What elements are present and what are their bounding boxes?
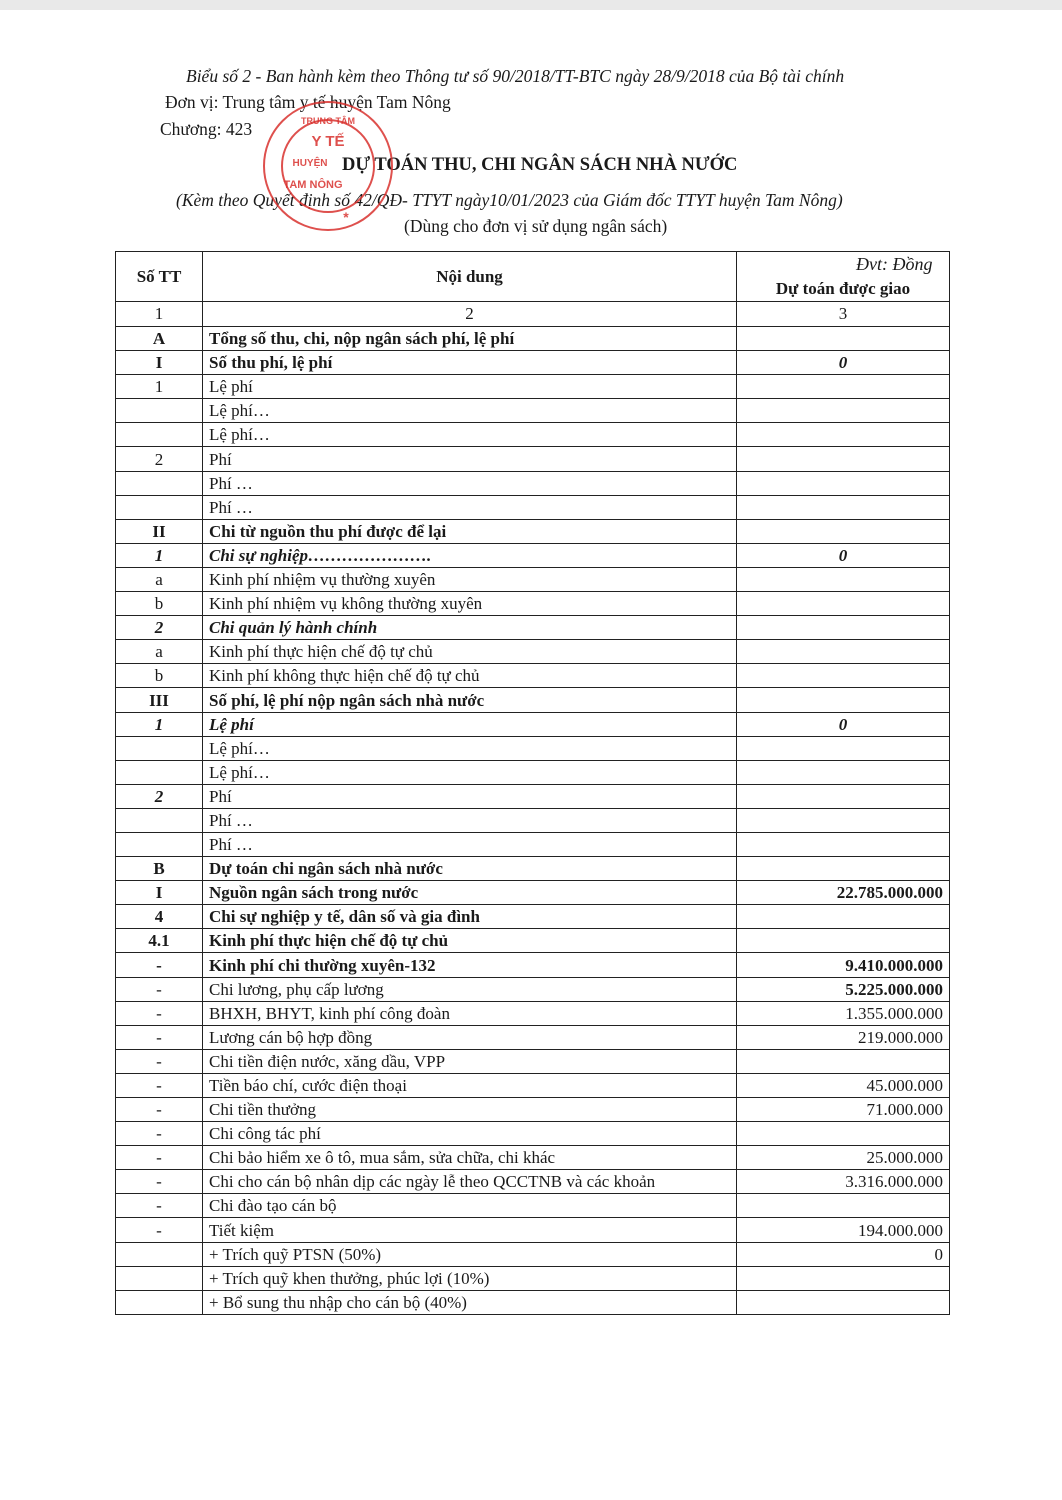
row-number-cell xyxy=(116,736,203,760)
row-amount-cell xyxy=(737,1266,950,1290)
table-row xyxy=(116,1266,950,1290)
row-amount-cell xyxy=(737,1049,950,1073)
col-number-3: 3 xyxy=(737,302,950,327)
row-amount-cell xyxy=(737,640,950,664)
table-row xyxy=(116,495,950,519)
row-number-cell: - xyxy=(116,1073,203,1097)
row-content-cell: Chi tiền điện nước, xăng dầu, VPP xyxy=(203,1049,737,1073)
row-amount-cell xyxy=(737,664,950,688)
col-number-2: 2 xyxy=(203,302,737,327)
row-content-cell: Chi tiền thưởng xyxy=(203,1098,737,1122)
row-amount-cell xyxy=(737,447,950,471)
table-column-number-row xyxy=(116,302,950,327)
row-number-cell: - xyxy=(116,977,203,1001)
row-number-cell xyxy=(116,1242,203,1266)
row-amount-cell: 5.225.000.000 xyxy=(737,977,950,1001)
row-content-cell: + Trích quỹ PTSN (50%) xyxy=(203,1242,737,1266)
row-number-cell: I xyxy=(116,881,203,905)
row-content-cell: Chi bảo hiểm xe ô tô, mua sắm, sửa chữa, chi khác xyxy=(203,1146,737,1170)
row-content-cell: Lương cán bộ hợp đồng xyxy=(203,1025,737,1049)
col-header-amount: Dự toán được giao xyxy=(737,252,950,302)
row-number-cell: b xyxy=(116,664,203,688)
table-row xyxy=(116,1122,950,1146)
row-amount-cell: 0 xyxy=(737,712,950,736)
row-content-cell: Số phí, lệ phí nộp ngân sách nhà nước xyxy=(203,688,737,712)
stamp-text-top: TRUNG TÂM xyxy=(301,116,355,126)
official-stamp xyxy=(258,96,398,236)
table-row xyxy=(116,567,950,591)
row-amount-cell xyxy=(737,471,950,495)
col-number-1: 1 xyxy=(116,302,203,327)
row-number-cell xyxy=(116,495,203,519)
row-amount-cell xyxy=(737,567,950,591)
table-row xyxy=(116,1098,950,1122)
table-row xyxy=(116,784,950,808)
row-number-cell: - xyxy=(116,1218,203,1242)
table-row xyxy=(116,977,950,1001)
row-amount-cell xyxy=(737,616,950,640)
row-number-cell: a xyxy=(116,640,203,664)
row-content-cell: Lệ phí xyxy=(203,375,737,399)
row-amount-cell xyxy=(737,808,950,832)
table-row xyxy=(116,1146,950,1170)
stamp-text-bottom: TAM NÔNG xyxy=(283,179,343,191)
row-amount-cell xyxy=(737,423,950,447)
table-body xyxy=(116,327,950,1315)
table-row xyxy=(116,1025,950,1049)
table-row xyxy=(116,712,950,736)
row-number-cell: - xyxy=(116,1122,203,1146)
table-row xyxy=(116,1001,950,1025)
table-row xyxy=(116,832,950,856)
table-row xyxy=(116,1242,950,1266)
stamp-text-mid: HUYỆN xyxy=(292,158,328,169)
table-row xyxy=(116,808,950,832)
row-content-cell: Chi từ nguồn thu phí được để lại xyxy=(203,519,737,543)
currency-unit: Đvt: Đồng xyxy=(856,254,933,274)
table-row xyxy=(116,688,950,712)
usage-note: (Dùng cho đơn vị sử dụng ngân sách) xyxy=(404,216,668,236)
table-row xyxy=(116,447,950,471)
row-amount-cell: 194.000.000 xyxy=(737,1218,950,1242)
row-content-cell: Kinh phí thực hiện chế độ tự chủ xyxy=(203,929,737,953)
table-row xyxy=(116,375,950,399)
table-row xyxy=(116,1290,950,1314)
row-amount-cell xyxy=(737,495,950,519)
budget-table xyxy=(115,251,950,1315)
stamp-text-center: Y TẾ xyxy=(311,133,345,150)
row-content-cell: Lệ phí… xyxy=(203,423,737,447)
row-content-cell: Lệ phí… xyxy=(203,399,737,423)
col-header-no: Số TT xyxy=(116,252,203,302)
table-row xyxy=(116,1049,950,1073)
table-row xyxy=(116,953,950,977)
row-amount-cell xyxy=(737,1122,950,1146)
row-content-cell: Phí xyxy=(203,784,737,808)
row-number-cell: A xyxy=(116,327,203,351)
row-number-cell: 1 xyxy=(116,375,203,399)
row-amount-cell xyxy=(737,519,950,543)
row-amount-cell: 0 xyxy=(737,351,950,375)
table-row xyxy=(116,471,950,495)
row-amount-cell: 22.785.000.000 xyxy=(737,881,950,905)
row-content-cell: Lệ phí xyxy=(203,712,737,736)
row-content-cell: Chi sự nghiệp y tế, dân số và gia đình xyxy=(203,905,737,929)
row-content-cell: Phí xyxy=(203,447,737,471)
table-row xyxy=(116,1194,950,1218)
row-content-cell: Phí … xyxy=(203,832,737,856)
row-amount-cell xyxy=(737,784,950,808)
row-amount-cell: 9.410.000.000 xyxy=(737,953,950,977)
row-amount-cell: 219.000.000 xyxy=(737,1025,950,1049)
chapter-line: Chương: 423 xyxy=(160,119,253,139)
table-row xyxy=(116,423,950,447)
row-amount-cell: 25.000.000 xyxy=(737,1146,950,1170)
row-amount-cell: 3.316.000.000 xyxy=(737,1170,950,1194)
row-content-cell: Kinh phí chi thường xuyên-132 xyxy=(203,953,737,977)
row-amount-cell: 71.000.000 xyxy=(737,1098,950,1122)
row-number-cell: - xyxy=(116,1001,203,1025)
row-content-cell: Chi sự nghiệp…………………. xyxy=(203,543,737,567)
row-number-cell: - xyxy=(116,1146,203,1170)
row-number-cell: 2 xyxy=(116,616,203,640)
table-row xyxy=(116,760,950,784)
row-number-cell: - xyxy=(116,1025,203,1049)
row-number-cell: 1 xyxy=(116,712,203,736)
row-number-cell: - xyxy=(116,953,203,977)
row-number-cell: - xyxy=(116,1170,203,1194)
row-number-cell: I xyxy=(116,351,203,375)
row-amount-cell xyxy=(737,929,950,953)
row-number-cell xyxy=(116,1290,203,1314)
row-number-cell xyxy=(116,423,203,447)
row-number-cell: B xyxy=(116,857,203,881)
stamp-star: * xyxy=(343,209,349,225)
row-amount-cell: 0 xyxy=(737,543,950,567)
row-content-cell: Chi cho cán bộ nhân dịp các ngày lễ theo QCCTNB và các khoản xyxy=(203,1170,737,1194)
row-content-cell: Kinh phí nhiệm vụ thường xuyên xyxy=(203,567,737,591)
row-number-cell xyxy=(116,471,203,495)
legal-basis-line: Biểu số 2 - Ban hành kèm theo Thông tư số 90/2018/TT-BTC ngày 28/9/2018 của Bộ tài chính xyxy=(186,66,845,86)
table-row xyxy=(116,1218,950,1242)
row-number-cell: b xyxy=(116,592,203,616)
row-amount-cell xyxy=(737,905,950,929)
unit-line: Đơn vị: Trung tâm y tế huyện Tam Nông xyxy=(165,92,451,112)
table-row xyxy=(116,616,950,640)
row-content-cell: + Bổ sung thu nhập cho cán bộ (40%) xyxy=(203,1290,737,1314)
row-number-cell xyxy=(116,832,203,856)
row-content-cell: BHXH, BHYT, kinh phí công đoàn xyxy=(203,1001,737,1025)
table-row xyxy=(116,592,950,616)
table-row xyxy=(116,640,950,664)
table-row xyxy=(116,881,950,905)
row-number-cell: a xyxy=(116,567,203,591)
row-content-cell: Tiết kiệm xyxy=(203,1218,737,1242)
table-row xyxy=(116,1170,950,1194)
row-amount-cell xyxy=(737,736,950,760)
row-number-cell: 1 xyxy=(116,543,203,567)
row-content-cell: Lệ phí… xyxy=(203,736,737,760)
row-number-cell: II xyxy=(116,519,203,543)
table-row xyxy=(116,929,950,953)
row-content-cell: Tiền báo chí, cước điện thoại xyxy=(203,1073,737,1097)
row-amount-cell xyxy=(737,760,950,784)
row-number-cell: 4.1 xyxy=(116,929,203,953)
table-row xyxy=(116,519,950,543)
row-content-cell: Số thu phí, lệ phí xyxy=(203,351,737,375)
row-content-cell: Chi đào tạo cán bộ xyxy=(203,1194,737,1218)
row-content-cell: Dự toán chi ngân sách nhà nước xyxy=(203,857,737,881)
table-row xyxy=(116,1073,950,1097)
row-number-cell xyxy=(116,760,203,784)
row-amount-cell: 0 xyxy=(737,1242,950,1266)
row-content-cell: + Trích quỹ khen thưởng, phúc lợi (10%) xyxy=(203,1266,737,1290)
row-number-cell: 2 xyxy=(116,447,203,471)
row-amount-cell xyxy=(737,1194,950,1218)
row-amount-cell: 45.000.000 xyxy=(737,1073,950,1097)
row-content-cell: Phí … xyxy=(203,471,737,495)
table-row xyxy=(116,905,950,929)
row-content-cell: Chi công tác phí xyxy=(203,1122,737,1146)
row-amount-cell xyxy=(737,592,950,616)
row-amount-cell xyxy=(737,1290,950,1314)
decision-reference: (Kèm theo Quyết định số 42/QĐ- TTYT ngày10/01/2023 của Giám đốc TTYT huyện Tam Nông) xyxy=(176,190,843,210)
document-title: DỰ TOÁN THU, CHI NGÂN SÁCH NHÀ NƯỚC xyxy=(342,155,738,175)
row-number-cell: III xyxy=(116,688,203,712)
row-number-cell xyxy=(116,808,203,832)
row-amount-cell xyxy=(737,832,950,856)
row-content-cell: Chi quản lý hành chính xyxy=(203,616,737,640)
row-content-cell: Lệ phí… xyxy=(203,760,737,784)
table-row xyxy=(116,736,950,760)
table-row xyxy=(116,351,950,375)
row-number-cell: - xyxy=(116,1049,203,1073)
row-amount-cell xyxy=(737,857,950,881)
table-row xyxy=(116,857,950,881)
row-content-cell: Kinh phí không thực hiện chế độ tự chủ xyxy=(203,664,737,688)
row-amount-cell: 1.355.000.000 xyxy=(737,1001,950,1025)
table-row xyxy=(116,399,950,423)
row-amount-cell xyxy=(737,327,950,351)
row-number-cell xyxy=(116,1266,203,1290)
col-header-content: Nội dung xyxy=(203,252,737,302)
row-number-cell xyxy=(116,399,203,423)
table-row xyxy=(116,543,950,567)
table-header-row xyxy=(116,252,950,302)
row-number-cell: - xyxy=(116,1098,203,1122)
row-content-cell: Phí … xyxy=(203,808,737,832)
row-content-cell: Kinh phí nhiệm vụ không thường xuyên xyxy=(203,592,737,616)
table-row xyxy=(116,664,950,688)
table-row xyxy=(116,327,950,351)
row-content-cell: Nguồn ngân sách trong nước xyxy=(203,881,737,905)
row-content-cell: Chi lương, phụ cấp lương xyxy=(203,977,737,1001)
row-amount-cell xyxy=(737,399,950,423)
row-amount-cell xyxy=(737,375,950,399)
row-content-cell: Tổng số thu, chi, nộp ngân sách phí, lệ phí xyxy=(203,327,737,351)
row-number-cell: 2 xyxy=(116,784,203,808)
row-amount-cell xyxy=(737,688,950,712)
row-number-cell: 4 xyxy=(116,905,203,929)
row-number-cell: - xyxy=(116,1194,203,1218)
row-content-cell: Phí … xyxy=(203,495,737,519)
row-content-cell: Kinh phí thực hiện chế độ tự chủ xyxy=(203,640,737,664)
